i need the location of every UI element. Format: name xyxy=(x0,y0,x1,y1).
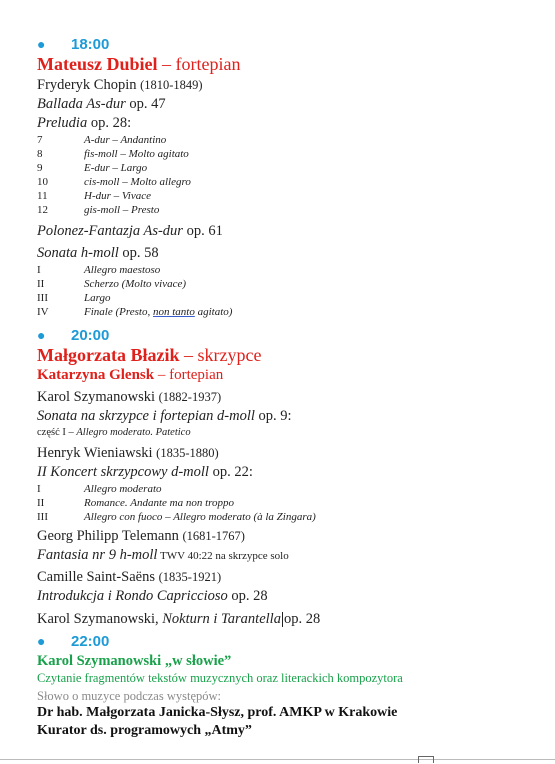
movement-title: fis-moll – Molto agitato xyxy=(84,148,189,160)
time-heading: ● 22:00 xyxy=(37,633,110,650)
performer-line: Mateusz Dubiel – fortepian xyxy=(37,54,241,74)
movement-list xyxy=(37,263,545,305)
work-line: Preludia op. 28: xyxy=(37,115,132,131)
movement-number: III xyxy=(37,292,48,304)
session-22 xyxy=(37,632,545,740)
work-line: Polonez-Fantazja As-dur op. 61 xyxy=(37,223,223,239)
speaker-line: Dr hab. Małgorzata Janicka-Słysz, prof. AMKP w Krakowie xyxy=(37,705,398,720)
event-subtitle: Czytanie fragmentów tekstów muzycznych oraz literackich kompozytora xyxy=(37,671,403,685)
composer-line: Fryderyk Chopin (1810-1849) xyxy=(37,77,203,93)
movement-item xyxy=(37,203,545,217)
movement-number: II xyxy=(37,278,45,290)
movement-title: Allegro moderato xyxy=(84,483,162,495)
movement-title: Allegro maestoso xyxy=(84,264,161,276)
movement-item xyxy=(37,496,545,510)
movement-item xyxy=(37,147,545,161)
movement-number: 10 xyxy=(37,176,48,188)
movement-title: Scherzo (Molto vivace) xyxy=(84,278,187,290)
page-bottom-edge xyxy=(0,759,555,760)
movement-item xyxy=(37,189,545,203)
work-line: Ballada As-dur op. 47 xyxy=(37,96,166,112)
movement-title: Romance. Andante ma non troppo xyxy=(84,497,235,509)
intro-note: Słowo o muzyce podczas występów: xyxy=(37,689,221,703)
movement-title: gis-moll – Presto xyxy=(84,204,160,216)
movement-item xyxy=(37,482,545,496)
performer-line: Katarzyna Glensk – fortepian xyxy=(37,367,224,383)
movement-item xyxy=(37,161,545,175)
page-marker xyxy=(418,756,434,763)
work-line: Introdukcja i Rondo Capriccioso op. 28 xyxy=(37,588,268,604)
movement-item xyxy=(37,510,545,524)
movement-number: 12 xyxy=(37,204,48,216)
time-heading: ● 18:00 xyxy=(37,36,110,53)
movement-item xyxy=(37,263,545,277)
movement-title: H-dur – Vivace xyxy=(84,190,151,202)
movement-item xyxy=(37,291,545,305)
work-line: II Koncert skrzypcowy d-moll op. 22: xyxy=(37,464,253,480)
time-heading: ● 20:00 xyxy=(37,327,110,344)
speaker-role: Kurator ds. programowych „Atmy” xyxy=(37,723,252,738)
composer-line: Georg Philipp Telemann (1681-1767) xyxy=(37,528,245,544)
work-line: Sonata na skrzypce i fortepian d-moll op. 9: xyxy=(37,408,292,424)
movement-number: III xyxy=(37,511,48,523)
movement-title: E-dur – Largo xyxy=(84,162,148,174)
session-20 xyxy=(37,326,545,629)
event-title: Karol Szymanowski „w słowie” xyxy=(37,653,232,669)
movement-item xyxy=(37,133,545,147)
work-line: Karol Szymanowski, Nokturn i Tarantella op. 28 xyxy=(37,611,321,627)
movement-list xyxy=(37,133,545,217)
movement-number: II xyxy=(37,497,45,509)
composer-line: Camille Saint-Saëns (1835-1921) xyxy=(37,569,222,585)
work-line: Fantasia nr 9 h-moll TWV 40:22 na skrzypce solo xyxy=(37,547,289,563)
bullet-icon: ● xyxy=(37,633,46,649)
movement-item xyxy=(37,175,545,189)
bullet-icon: ● xyxy=(37,327,46,343)
performer-line: Małgorzata Błazik – skrzypce xyxy=(37,345,262,365)
movement-number: 11 xyxy=(37,190,48,202)
movement-number: I xyxy=(37,483,41,495)
bullet-icon: ● xyxy=(37,36,46,52)
movement-number: 9 xyxy=(37,162,43,174)
movement-title: Largo xyxy=(84,292,111,304)
movement-item xyxy=(37,277,545,291)
work-line: Sonata h-moll op. 58 xyxy=(37,245,159,261)
movement-item: część I – Allegro moderato. Patetico xyxy=(37,427,191,438)
movement-title: Allegro con fuoco – Allegro moderato (à la Zingara) xyxy=(84,511,316,523)
movement-list xyxy=(37,482,545,524)
text-cursor xyxy=(282,612,283,627)
composer-line: Henryk Wieniawski (1835-1880) xyxy=(37,445,219,461)
movement-item: IV Finale (Presto, non tanto agitato) xyxy=(37,306,233,318)
session-18 xyxy=(37,35,545,319)
movement-title: cis-moll – Molto allegro xyxy=(84,176,191,188)
movement-number: 8 xyxy=(37,148,43,160)
movement-number: I xyxy=(37,264,41,276)
movement-title: A-dur – Andantino xyxy=(84,134,167,146)
composer-line: Karol Szymanowski (1882-1937) xyxy=(37,389,222,405)
movement-number: 7 xyxy=(37,134,43,146)
